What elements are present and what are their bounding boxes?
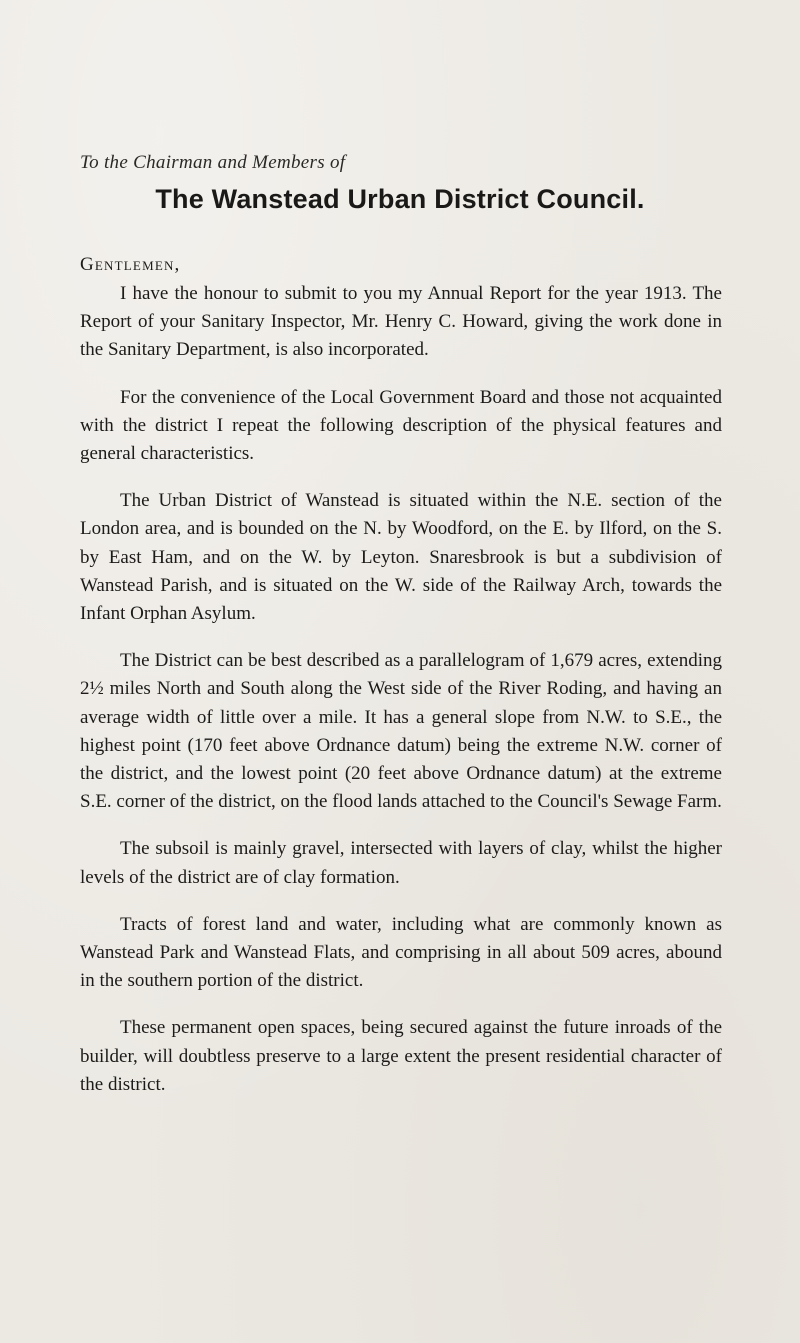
paragraph-location: The Urban District of Wanstead is situated within the N.E. section of the London area, and is bounded on the N. by Woodford, on the E. by Ilford, on the S. by East Ham, and on the W. by Leyton. Snaresbrook is but a subdivision of Wanstead Parish, and is situated on the W. side of the Railway Arch, towards the Infant Orphan Asylum. bbox=[80, 490, 722, 625]
salutation-line: To the Chairman and Members of bbox=[80, 152, 346, 173]
paragraph-subsoil: The subsoil is mainly gravel, intersected with layers of clay, whilst the higher levels of the district are of clay formation. bbox=[80, 838, 722, 888]
report-body bbox=[80, 280, 722, 1099]
paragraph-intro: I have the honour to submit to you my Annual Report for the year 1913. The Report of your Sanitary Inspector, Mr. Henry C. Howard, giving the work done in the Sanitary Department, is also incorporated. bbox=[80, 283, 722, 361]
paragraph-forest: Tracts of forest land and water, including what are commonly known as Wanstead Park and Wanstead Flats, and comprising in all about 509 acres, abound in the southern portion of the district. bbox=[80, 913, 722, 992]
paragraph-purpose: For the convenience of the Local Government Board and those not acquainted with the district I repeat the following description of the physical features and general characteristics. bbox=[80, 386, 722, 465]
paragraph-open-spaces: These permanent open spaces, being secured against the future inroads of the builder, will doubtless preserve to a large extent the present residential character of the district. bbox=[80, 1017, 722, 1095]
greeting: Gentlemen, bbox=[80, 254, 181, 275]
paragraph-dimensions: The District can be best described as a parallelogram of 1,679 acres, extending 2½ miles North and South along the West side of the River Roding, and having an average width of little over a mile. It has a general slope from N.W. to S.E., the highest point (170 feet above Ordnance datum) being the extreme N.W. corner of the district, and the lowest point (20 feet above Ordnance datum) at the extreme S.E. corner of the district, on the flood lands attached to the Council's Sewage Farm. bbox=[80, 650, 722, 813]
council-title: The Wanstead Urban District Council. bbox=[155, 184, 645, 214]
